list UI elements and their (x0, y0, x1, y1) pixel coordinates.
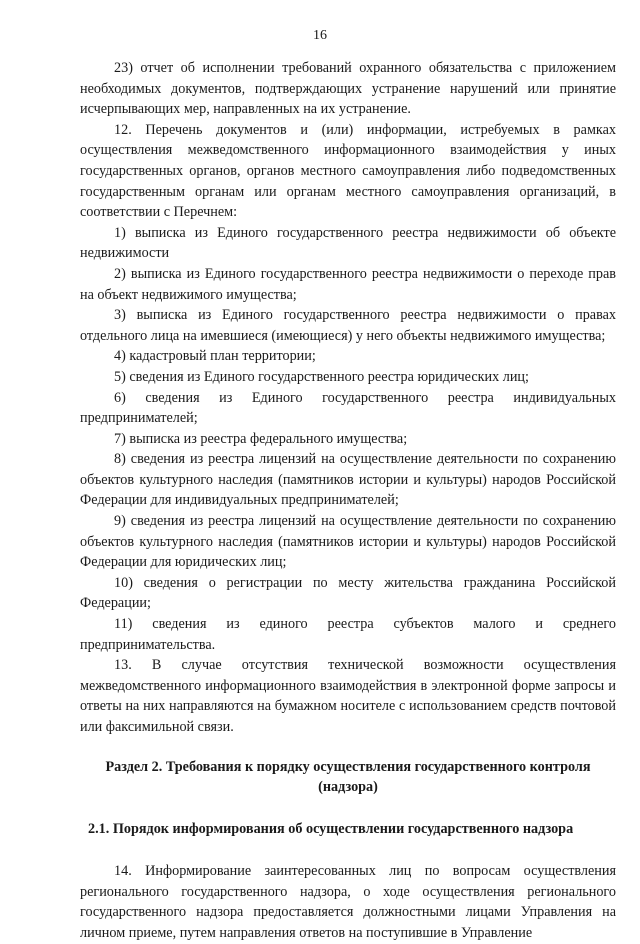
list-item-4: 4) кадастровый план территории; (114, 348, 316, 365)
section-heading: Раздел 2. Требования к порядку осуществления государственного контроля (надзора) (105, 758, 591, 795)
list-item-11: 11) сведения из единого реестра субъектов малого и среднего предпринимательства. (80, 616, 616, 653)
paragraph-12: 12. Перечень документов и (или) информации, истребуемых в рамках осуществления межведомственного информационного взаимодействия у иных государственных органов, органов местного самоуправления либо подведомственных государственным органам или органам местного самоуправления организаций, в соответствии с Перечнем: (80, 121, 616, 221)
list-item-1: 1) выписка из Единого государственного реестра недвижимости об объекте недвижимости (80, 224, 616, 262)
list-item-6: 6) сведения из Единого государственного реестра индивидуальных предпринимателей; (80, 389, 616, 427)
list-item-5: 5) сведения из Единого государственного реестра юридических лиц; (114, 368, 529, 385)
list-item-10: 10) сведения о регистрации по месту жительства гражданина Российской Федерации; (80, 574, 616, 612)
paragraph-13: 13. В случае отсутствия технической возможности осуществления межведомственного информационного взаимодействия в электронной форме запросы и ответы на них направляются на бумажном носителе с использованием средств почтовой или факсимильной связи. (80, 657, 616, 735)
list-item-7: 7) выписка из реестра федерального имущества; (114, 430, 408, 447)
paragraph-item-23: 23) отчет об исполнении требований охранного обязательства с приложением необходимых документов, подтверждающих устранение нарушений или принятие исчерпывающих мер, направленных на их устранение. (80, 60, 616, 118)
list-item-3: 3) выписка из Единого государственного реестра недвижимости о правах отдельного лица на имевшиеся (имеющиеся) у него объекты недвижимого имущества; (80, 307, 616, 344)
page-number: 16 (313, 28, 327, 43)
list-item-9: 9) сведения из реестра лицензий на осуществление деятельности по сохранению объектов культурного наследия (памятников истории и культуры) народов Российской Федерации для юридических лиц; (80, 513, 616, 571)
list-item-8: 8) сведения из реестра лицензий на осуществление деятельности по сохранению объектов культурного наследия (памятников истории и культуры) народов Российской Федерации для индивидуальных предпринимателей; (80, 451, 616, 509)
subsection-heading: 2.1. Порядок информирования об осуществлении государственного надзора (88, 820, 574, 837)
paragraph-14: 14. Информирование заинтересованных лиц по вопросам осуществления регионального государственного надзора, о ходе осуществления регионального государственного надзора предоставляется должностными лицами Управления на личном приеме, путем направления ответов на поступившие в Управление (80, 863, 616, 941)
list-item-2: 2) выписка из Единого государственного реестра недвижимости о переходе прав на объект недвижимого имущества; (80, 265, 616, 303)
document-body (80, 58, 616, 944)
